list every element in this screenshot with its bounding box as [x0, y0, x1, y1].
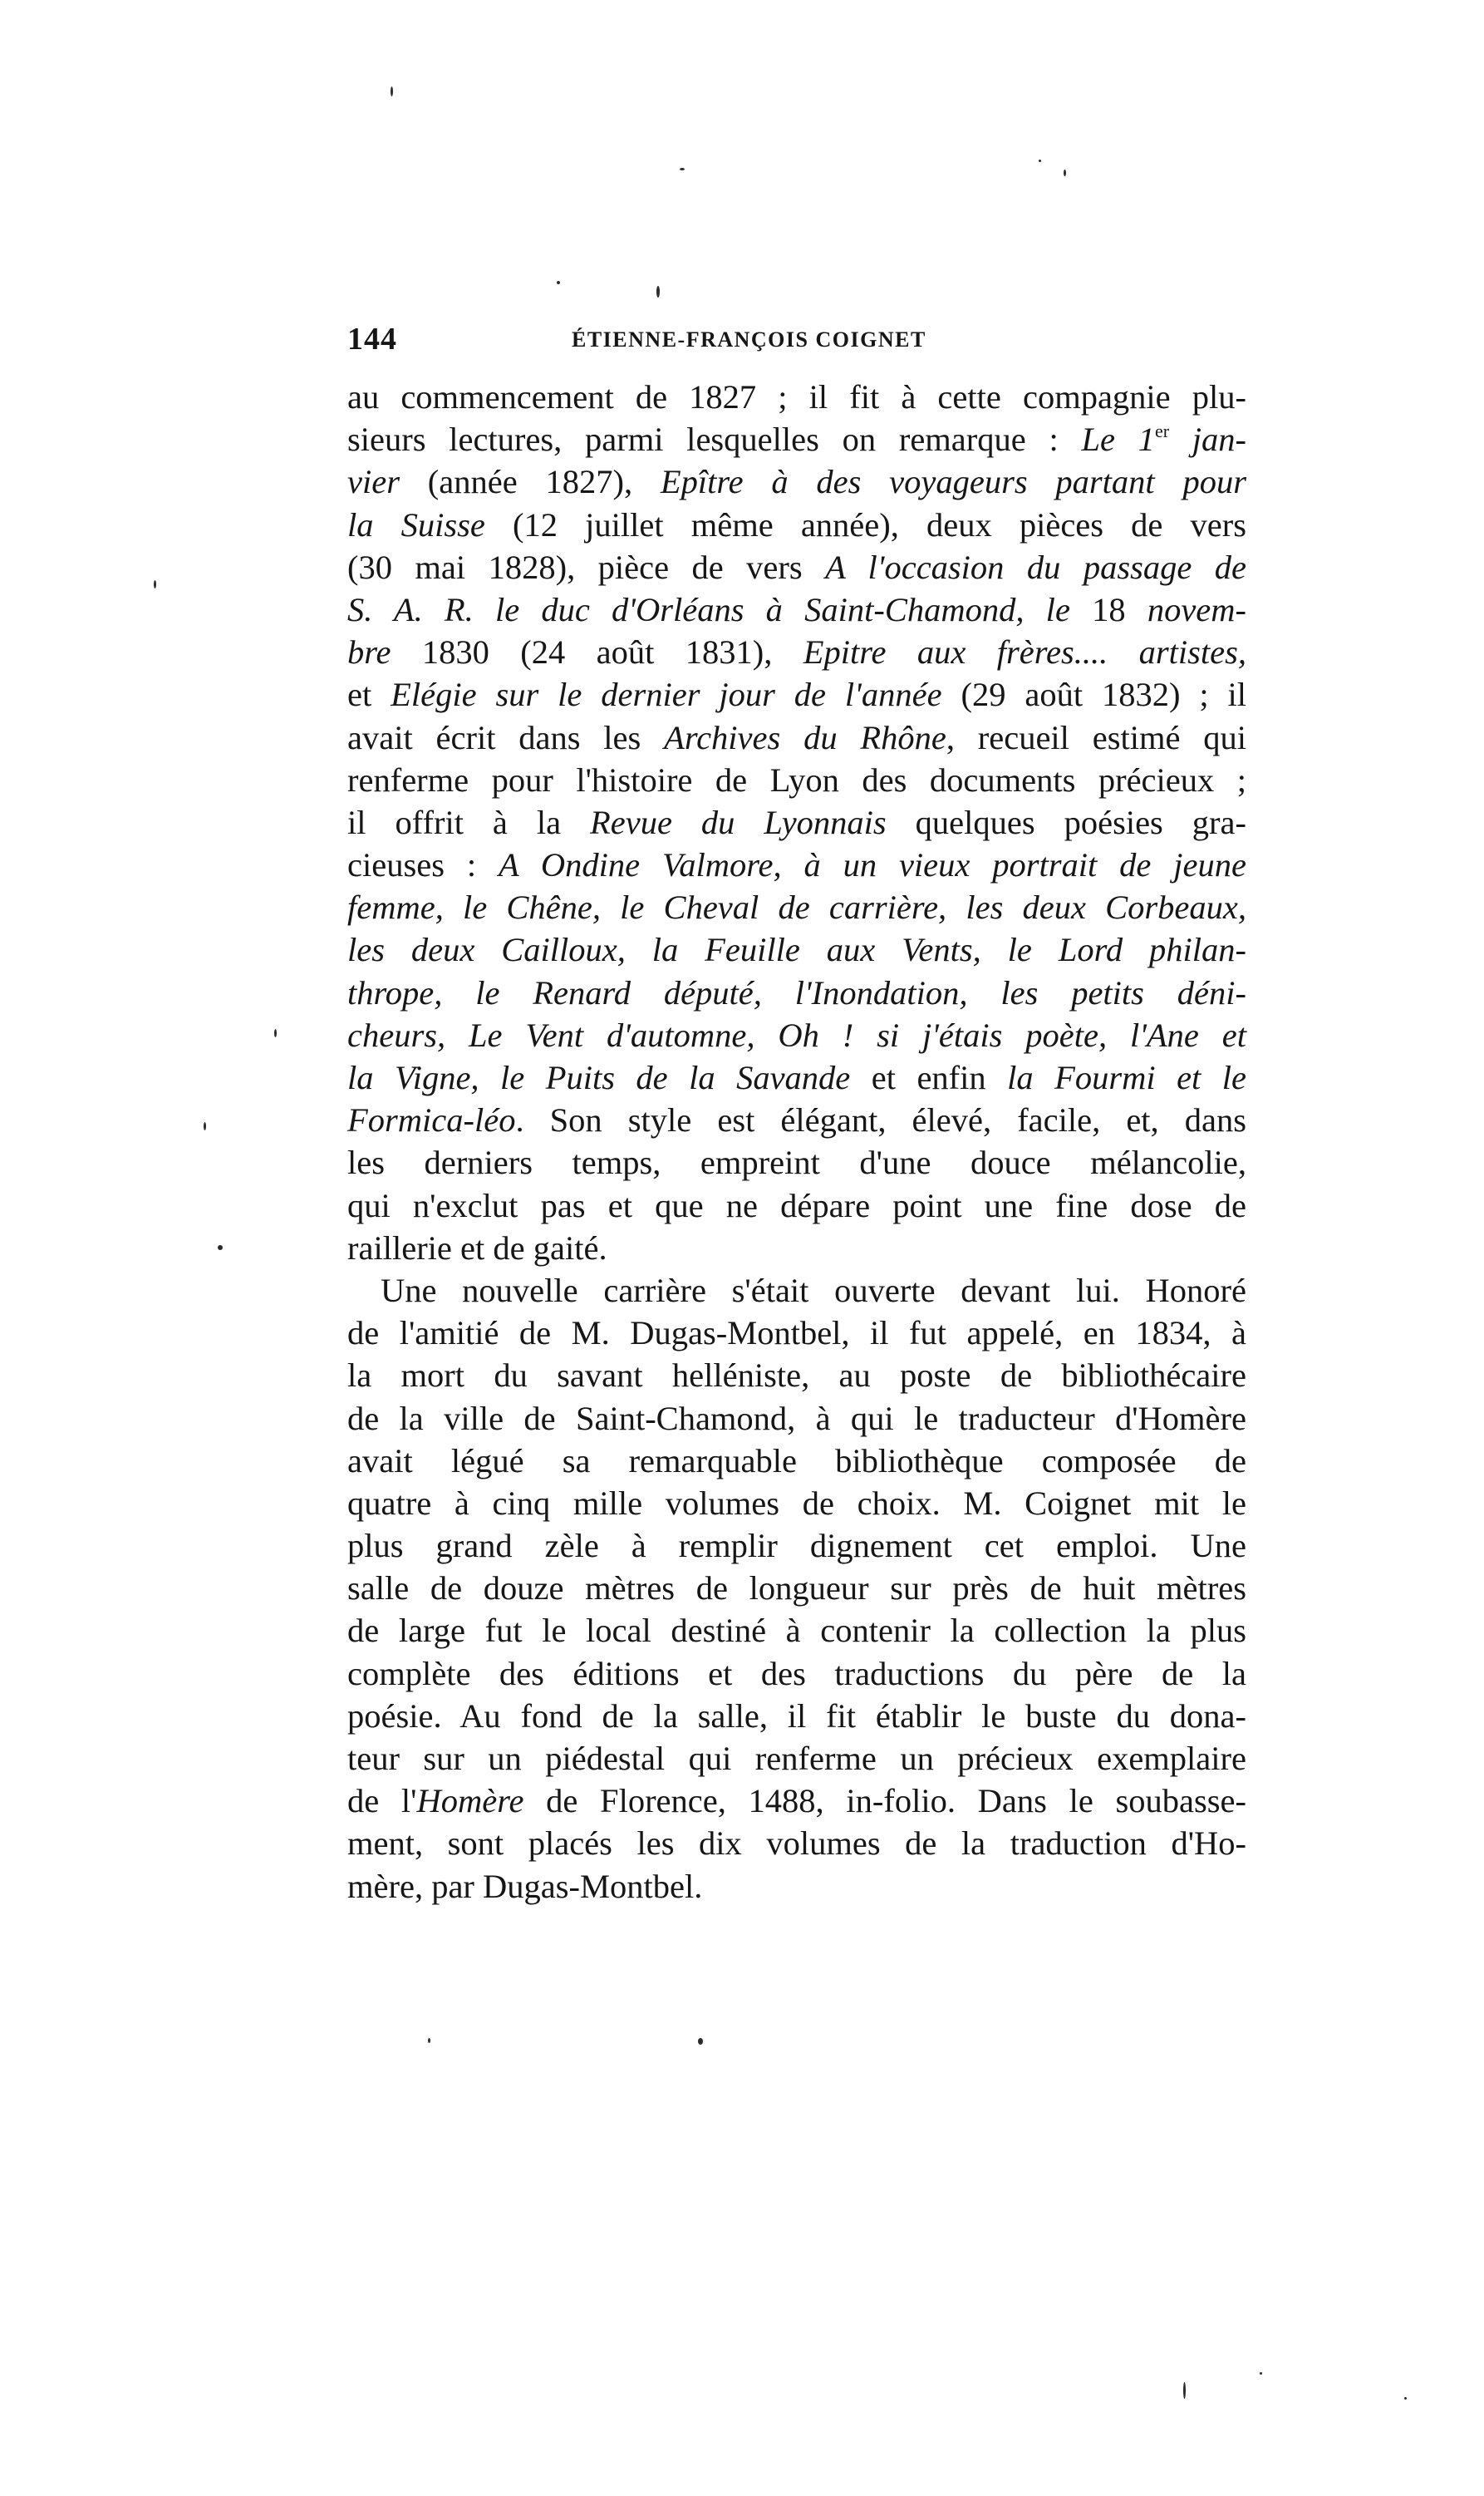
- scan-speck: [1183, 2382, 1186, 2399]
- italic-title: Epître à des voyageurs partant pour: [660, 463, 1246, 501]
- text-line: [347, 1822, 1246, 1864]
- text-run: de la ville de Saint-Chamond, à qui le traducteur d'Homère: [347, 1399, 1246, 1437]
- text-line: [347, 588, 1246, 631]
- text-run: sieurs lectures, parmi lesquelles on remarque :: [347, 421, 1082, 459]
- text-run: , recueil estimé qui: [946, 718, 1247, 756]
- text-run: (12 juillet même année), deux pièces de vers: [484, 505, 1246, 544]
- running-head: [347, 321, 1027, 362]
- text-line: [347, 1397, 1246, 1440]
- text-run: de l'amitié de M. Dugas-Montbel, il fut appelé, en 1834, à: [347, 1314, 1246, 1352]
- text-line: [347, 1014, 1246, 1056]
- scan-speck: [154, 580, 156, 588]
- italic-title: novem-: [1147, 590, 1247, 628]
- text-line: [347, 1227, 1246, 1269]
- text-line: [347, 673, 1246, 716]
- text-run: de l': [347, 1782, 417, 1820]
- scan-speck: [680, 168, 685, 170]
- text-run: au commencement de 1827 ; il fit à cette compagnie plu-: [347, 378, 1246, 416]
- page-number: 144: [347, 322, 397, 357]
- text-run: cieuses :: [347, 846, 499, 884]
- text-line: [347, 1609, 1246, 1652]
- text-run: complète des éditions et des traductions du père de la: [347, 1654, 1246, 1692]
- text-run: avait écrit dans les: [347, 718, 665, 756]
- text-line: [347, 928, 1246, 971]
- scan-speck: [656, 286, 660, 298]
- text-run: mère, par Dugas-Montbel.: [347, 1867, 703, 1905]
- text-line: [347, 1056, 1246, 1099]
- text-run: (29 août 1832) ; il: [941, 676, 1247, 714]
- text-line: [347, 801, 1246, 844]
- text-line: [347, 546, 1246, 588]
- text-line: [347, 1354, 1246, 1396]
- italic-title: bre: [347, 633, 391, 672]
- text-line: [347, 631, 1246, 673]
- text-run: les derniers temps, empreint d'une douce mélancolie,: [347, 1144, 1246, 1182]
- text-line: [347, 1440, 1246, 1482]
- body-text: [347, 376, 1246, 1908]
- text-line: [347, 972, 1246, 1014]
- text-line: [347, 1312, 1246, 1354]
- italic-title: Le 1: [1081, 421, 1155, 459]
- scan-speck: [557, 281, 560, 284]
- text-run: teur sur un piédestal qui renferme un précieux exemplaire: [347, 1740, 1246, 1777]
- text-run: renferme pour l'histoire de Lyon des documents précieux ;: [347, 761, 1246, 799]
- text-run: . Son style est élégant, élevé, facile, et, dans: [515, 1101, 1246, 1140]
- italic-title: vier: [347, 463, 400, 501]
- text-line: [347, 716, 1246, 759]
- text-run: de large fut le local destiné à contenir la collection la plus: [347, 1612, 1246, 1650]
- italic-title: A Ondine Valmore, à un vieux portrait de jeune: [498, 846, 1246, 884]
- scan-speck: [1064, 170, 1066, 176]
- italic-title: cheurs, Le Vent d'automne, Oh ! si j'étais poète, l'Ane et: [347, 1016, 1246, 1054]
- text-line: [347, 1099, 1246, 1141]
- text-line: [347, 504, 1246, 546]
- text-run: raillerie et de gaité.: [347, 1228, 607, 1267]
- text-line: [347, 1269, 1246, 1312]
- italic-title: Formica-léo: [347, 1101, 516, 1140]
- italic-title: la Vigne, le Puits de la Savande: [347, 1059, 851, 1096]
- italic-title: A l'occasion du passage de: [825, 548, 1246, 586]
- scan-speck: [1039, 160, 1041, 162]
- italic-title: Elégie sur le dernier jour de l'année: [391, 676, 942, 714]
- text-line: [347, 460, 1246, 503]
- italic-title: Homère: [416, 1782, 524, 1820]
- scan-speck: [428, 2038, 430, 2043]
- text-run: Une nouvelle carrière s'était ouverte devant lui. Honoré: [381, 1271, 1246, 1309]
- text-run: ment, sont placés les dix volumes de la traduction d'Ho-: [347, 1824, 1246, 1863]
- scan-speck: [391, 86, 393, 96]
- scan-speck: [698, 2038, 703, 2045]
- text-line: [347, 1482, 1246, 1524]
- scan-speck: [218, 1245, 223, 1250]
- scan-speck: [204, 1122, 206, 1130]
- text-run: la mort du savant helléniste, au poste de bibliothécaire: [347, 1356, 1246, 1395]
- text-line: [347, 1737, 1246, 1780]
- text-line: [347, 1567, 1246, 1609]
- text-run: quatre à cinq mille volumes de choix. M. Coignet mit le: [347, 1484, 1246, 1522]
- text-run: quelques poésies gra-: [886, 803, 1246, 841]
- text-run: et enfin: [850, 1059, 1008, 1096]
- italic-title: Revue du Lyonnais: [590, 803, 887, 841]
- scan-speck: [1404, 2397, 1407, 2400]
- superscript: er: [1154, 421, 1170, 442]
- running-title: ÉTIENNE-FRANÇOIS COIGNET: [572, 327, 926, 352]
- text-line: [347, 886, 1246, 928]
- text-line: [347, 418, 1246, 460]
- text-run: qui n'exclut pas et que ne dépare point une fine dose de: [347, 1186, 1246, 1224]
- text-line: [347, 1652, 1246, 1695]
- italic-title: les deux Cailloux, la Feuille aux Vents, le Lord philan-: [347, 931, 1246, 969]
- italic-title: Archives du Rhône: [664, 718, 946, 756]
- text-run: il offrit à la: [347, 803, 591, 841]
- text-line: [347, 1865, 1246, 1908]
- scan-speck: [274, 1029, 277, 1037]
- text-line: [347, 1524, 1246, 1567]
- text-run: et: [347, 676, 391, 714]
- italic-title: Epitre aux frères.... artistes,: [803, 633, 1247, 672]
- text-line: [347, 1780, 1246, 1822]
- text-line: [347, 376, 1246, 418]
- italic-title: jan-: [1169, 421, 1246, 459]
- text-run: avait légué sa remarquable bibliothèque composée de: [347, 1441, 1246, 1479]
- text-run: 1830 (24 août 1831),: [391, 633, 803, 672]
- italic-title: S. A. R. le duc d'Orléans à Saint-Chamond, le: [347, 590, 1070, 628]
- text-run: poésie. Au fond de la salle, il fit établir le buste du dona-: [347, 1696, 1246, 1735]
- text-line: [347, 1184, 1246, 1227]
- text-line: [347, 1695, 1246, 1737]
- italic-title: femme, le Chêne, le Cheval de carrière, les deux Corbeaux,: [347, 889, 1246, 927]
- text-run: (année 1827),: [399, 463, 661, 501]
- text-run: salle de douze mètres de longueur sur près de huit mètres: [347, 1569, 1246, 1607]
- text-run: de Florence, 1488, in-folio. Dans le soubasse-: [523, 1782, 1246, 1820]
- text-line: [347, 844, 1246, 886]
- italic-title: thrope, le Renard député, l'Inondation, les petits déni-: [347, 973, 1246, 1012]
- text-run: 18: [1069, 590, 1147, 628]
- text-run: (30 mai 1828), pièce de vers: [347, 548, 826, 586]
- italic-title: la Fourmi et le: [1007, 1059, 1246, 1096]
- text-line: [347, 1141, 1246, 1184]
- text-run: plus grand zèle à remplir dignement cet emploi. Une: [347, 1527, 1246, 1565]
- text-line: [347, 759, 1246, 801]
- italic-title: la Suisse: [347, 505, 485, 544]
- scan-speck: [1260, 2372, 1262, 2375]
